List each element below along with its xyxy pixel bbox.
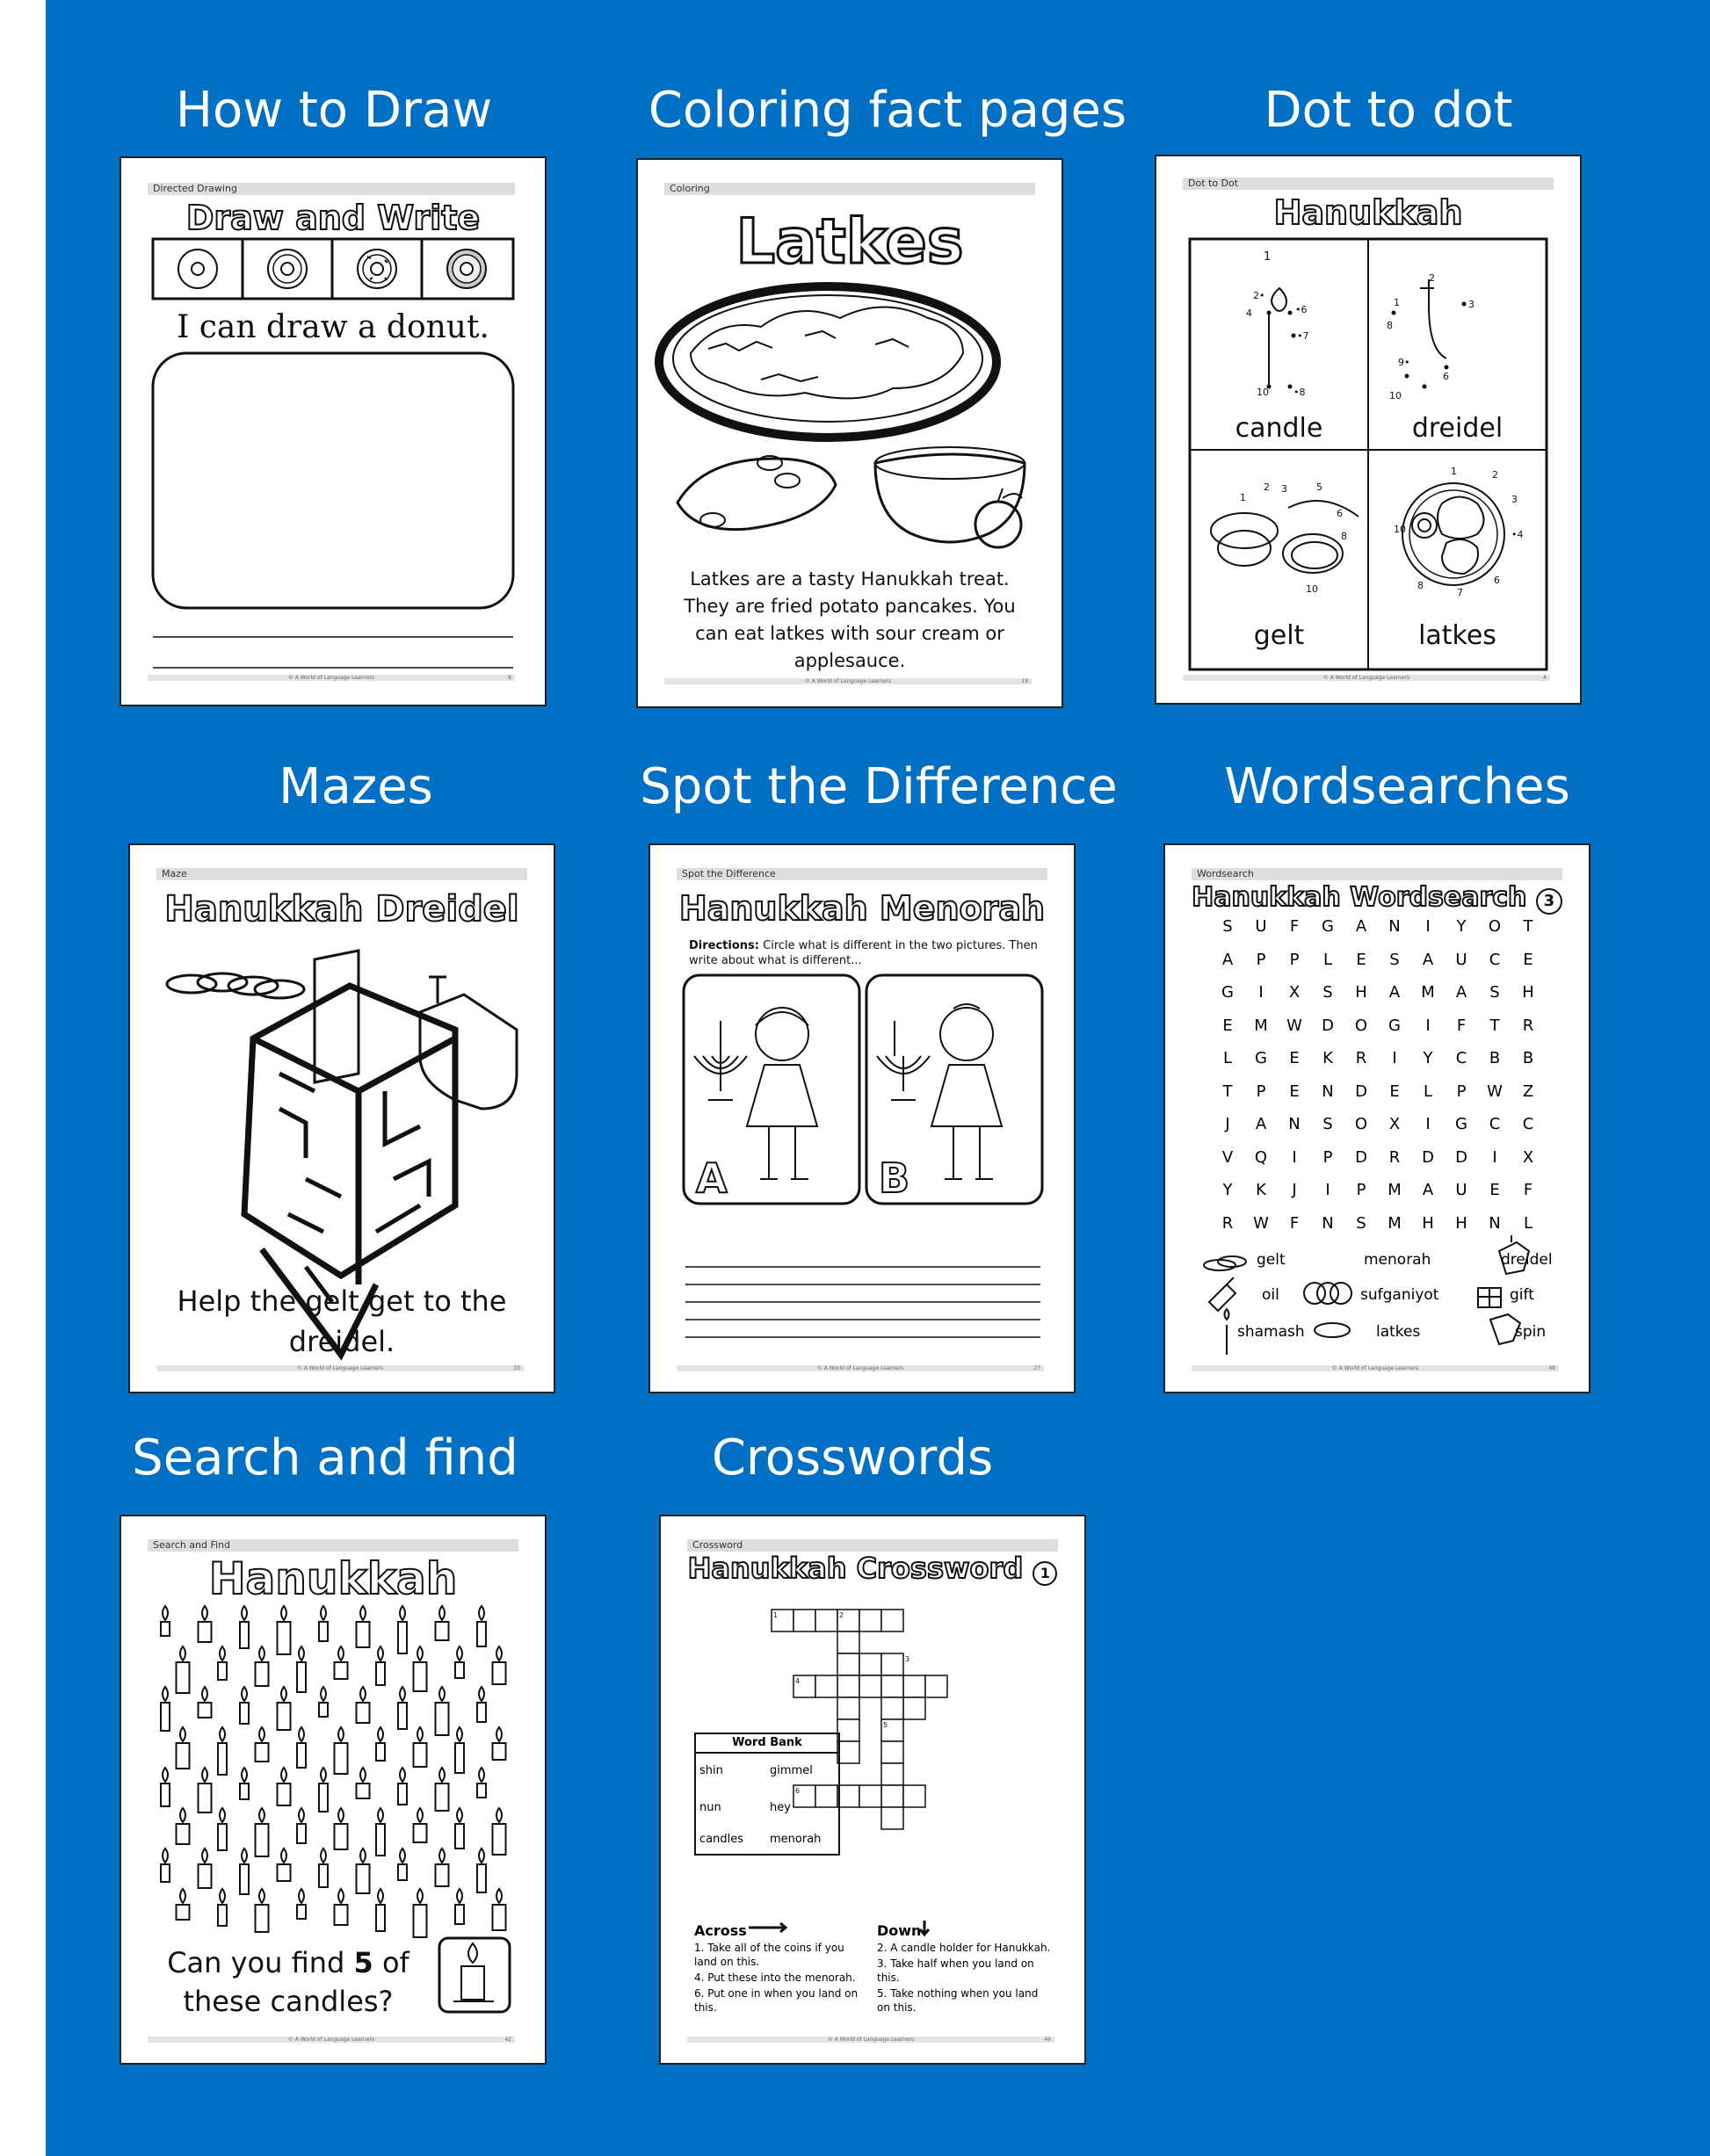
wordsearch-letter[interactable]: K xyxy=(1322,1049,1333,1067)
svg-text:•8: •8 xyxy=(1293,387,1306,398)
worksheet-title: Hanukkah Dreidel xyxy=(164,889,519,930)
wordsearch-letter[interactable]: B xyxy=(1489,1049,1501,1067)
worksheet-question: Can you find 5 of these candles? xyxy=(167,1946,409,2018)
wordsearch-letter[interactable]: A xyxy=(1422,1181,1434,1199)
wordsearch-letter[interactable]: Q xyxy=(1254,1147,1268,1167)
svg-text:5: 5 xyxy=(1316,481,1322,493)
candle-count: 5 xyxy=(353,1946,373,1979)
clue-number: 2 xyxy=(839,1611,844,1619)
clue-number: 1 xyxy=(773,1611,779,1619)
word-bank-item: latkes xyxy=(1376,1323,1421,1341)
word-bank-item: shin xyxy=(699,1764,723,1777)
wordsearch-letter[interactable]: J xyxy=(1225,1115,1230,1133)
clue-arrows xyxy=(661,1516,1084,2063)
wordsearch-letter[interactable]: F xyxy=(1523,1181,1533,1199)
worksheet-title: Hanukkah Menorah xyxy=(678,889,1046,928)
wordsearch-letter[interactable]: D xyxy=(1355,1082,1367,1101)
clue-number: 5 xyxy=(883,1721,888,1729)
wordsearch-letter[interactable]: S xyxy=(1222,917,1233,936)
wordsearch-letter[interactable]: N xyxy=(1388,917,1401,936)
wordsearch-letter[interactable]: I xyxy=(1292,1147,1297,1167)
label-crosswords: Crosswords xyxy=(711,1429,994,1487)
worksheet-header: Directed Drawing xyxy=(148,183,515,195)
wordsearch-letter[interactable]: I xyxy=(1392,1049,1397,1067)
wordsearch-letter[interactable]: N xyxy=(1288,1115,1301,1133)
spot-the-difference-panels xyxy=(650,845,1074,1392)
label-coloring-fact-pages: Coloring fact pages xyxy=(648,82,1127,139)
worksheet-instruction: Help the gelt get to the dreidel. xyxy=(177,1284,507,1358)
worksheet-fact-text: Latkes are a tasty Hanukkah treat. They are fried potato pancakes. You can eat latkes with sour cream or applesauce. xyxy=(684,568,1016,671)
clue: 4. Put these into the menorah. xyxy=(694,1972,856,1984)
dot-cell-label: dreidel xyxy=(1411,413,1503,444)
wordsearch-letter[interactable]: S xyxy=(1322,1115,1333,1133)
worksheet-maze[interactable] xyxy=(128,843,555,1393)
wordsearch-letter[interactable]: D xyxy=(1322,1016,1334,1035)
clue-number: 4 xyxy=(795,1677,801,1685)
wordsearch-letter[interactable]: Y xyxy=(1222,1181,1233,1199)
wordsearch-letter[interactable]: P xyxy=(1289,950,1300,969)
wordsearch-letter[interactable]: I xyxy=(1325,1181,1330,1199)
worksheet-header: Wordsearch xyxy=(1192,868,1562,880)
clue: 1. Take all of the coins if you land on this. xyxy=(694,1942,844,1968)
clue: 2. A candle holder for Hanukkah. xyxy=(877,1942,1051,1954)
wordsearch-letter[interactable]: T xyxy=(1523,917,1533,936)
worksheet-sentence: I can draw a donut. xyxy=(177,309,489,345)
wordsearch-letter[interactable]: D xyxy=(1455,1147,1467,1167)
worksheet-search-and-find[interactable] xyxy=(120,1515,547,2065)
wordsearch-letter[interactable]: P xyxy=(1456,1082,1467,1101)
wordsearch-letter[interactable]: I xyxy=(1258,983,1264,1002)
svg-text:3: 3 xyxy=(1281,483,1287,495)
svg-text:2•: 2• xyxy=(1253,290,1265,301)
wordsearch-letter[interactable]: J xyxy=(1292,1181,1297,1199)
clue-number: 6 xyxy=(795,1787,801,1795)
word-bank-item: gimmel xyxy=(770,1764,813,1777)
word-bank-item: gift xyxy=(1510,1286,1534,1304)
wordsearch-letter[interactable]: E xyxy=(1389,1082,1400,1101)
wordsearch-letter[interactable]: F xyxy=(1456,1016,1467,1035)
wordsearch-letter[interactable]: F xyxy=(1289,1213,1300,1233)
wordsearch-letter[interactable]: R xyxy=(1355,1049,1367,1067)
svg-text:7: 7 xyxy=(1457,587,1463,598)
svg-text:2: 2 xyxy=(1492,469,1498,481)
wordsearch-letter[interactable]: S xyxy=(1489,983,1500,1002)
wordsearch-letter[interactable]: F xyxy=(1289,917,1300,936)
wordsearch-letter[interactable]: A xyxy=(1255,1115,1267,1133)
wordsearch-letter[interactable]: C xyxy=(1489,950,1501,969)
wordsearch-letter[interactable]: I xyxy=(1492,1147,1497,1167)
worksheet-title: Latkes xyxy=(735,206,964,278)
label-mazes: Mazes xyxy=(279,758,433,815)
worksheet-spot-the-difference[interactable] xyxy=(648,843,1076,1393)
svg-text:1: 1 xyxy=(1264,250,1272,264)
svg-text:1: 1 xyxy=(1240,492,1246,503)
wordsearch-letter[interactable]: D xyxy=(1422,1147,1434,1167)
wordsearch-letter[interactable]: U xyxy=(1455,950,1467,969)
worksheet-footer: © A World of Language Learners 48 xyxy=(1192,1365,1559,1371)
wordsearch-letter[interactable]: N xyxy=(1322,1082,1334,1101)
label-how-to-draw: How to Draw xyxy=(175,82,493,139)
worksheet-footer: © A World of Language Learners 42 xyxy=(148,2037,515,2043)
worksheet-footer: © A World of Language Learners 8 xyxy=(148,675,515,681)
word-bank-item: nun xyxy=(699,1801,721,1814)
worksheet-title: Hanukkah xyxy=(208,1553,458,1604)
word-bank-item: dreidel xyxy=(1501,1251,1553,1269)
worksheet-title: Draw and Write xyxy=(185,199,481,237)
wordsearch-letter[interactable]: R xyxy=(1388,1147,1401,1167)
worksheet-title: Hanukkah Crossword 1 xyxy=(661,1552,1084,1586)
svg-text:10: 10 xyxy=(1394,524,1406,535)
wordsearch-letter[interactable]: P xyxy=(1256,950,1266,969)
svg-text:10: 10 xyxy=(1389,390,1402,402)
wordsearch-letter[interactable]: I xyxy=(1425,1115,1431,1133)
panel-label-a: A xyxy=(696,1154,728,1202)
wordsearch-letter[interactable]: G xyxy=(1221,983,1234,1002)
wordsearch-letter[interactable]: T xyxy=(1222,1082,1233,1101)
wordsearch-letter[interactable]: L xyxy=(1222,1049,1233,1067)
clue: 5. Take nothing when you land on this. xyxy=(877,1987,1039,2014)
wordsearch-letter[interactable]: C xyxy=(1489,1115,1501,1133)
worksheet-footer: © A World of Language Learners 46 xyxy=(687,2037,1054,2043)
wordsearch-letter[interactable]: Z xyxy=(1522,1082,1534,1101)
target-candle-box xyxy=(121,1516,545,2063)
svg-text:10: 10 xyxy=(1306,583,1318,595)
svg-text:1: 1 xyxy=(1451,466,1457,477)
wordsearch-letter[interactable]: P xyxy=(1356,1181,1366,1199)
wordsearch-letter[interactable]: P xyxy=(1322,1147,1333,1167)
word-bank-item: sufganiyot xyxy=(1360,1286,1439,1304)
wordsearch-letter[interactable]: C xyxy=(1522,1115,1534,1133)
wordsearch-letter[interactable]: B xyxy=(1522,1049,1534,1067)
wordsearch-letter[interactable]: M xyxy=(1421,983,1435,1002)
wordsearch-letter[interactable]: L xyxy=(1423,1082,1433,1101)
svg-text:2: 2 xyxy=(1429,272,1435,284)
wordsearch-letter[interactable]: H xyxy=(1522,983,1534,1002)
wordsearch-letter[interactable]: M xyxy=(1254,1016,1268,1035)
label-wordsearches: Wordsearches xyxy=(1224,758,1570,815)
worksheet-how-to-draw[interactable] xyxy=(120,156,547,706)
worksheet-footer: © A World of Language Learners 4 xyxy=(1183,675,1550,681)
wordsearch-letter[interactable]: V xyxy=(1221,1147,1234,1167)
wordsearch-letter[interactable]: M xyxy=(1388,1181,1402,1199)
svg-text:8: 8 xyxy=(1387,320,1393,331)
label-spot-the-difference: Spot the Difference xyxy=(640,758,1118,815)
wordsearch-letter[interactable]: R xyxy=(1522,1016,1534,1035)
worksheet-dot-to-dot[interactable] xyxy=(1155,155,1582,705)
clue: 6. Put one in when you land on this. xyxy=(694,1987,859,2014)
wordsearch-letter[interactable]: K xyxy=(1256,1181,1266,1199)
wordsearch-letter[interactable]: R xyxy=(1221,1213,1234,1233)
wordsearch-letter[interactable]: I xyxy=(1425,1016,1431,1035)
wordsearch-letter[interactable]: G xyxy=(1322,917,1334,936)
worksheet-footer: © A World of Language Learners 27 xyxy=(677,1365,1044,1371)
wordsearch-letter[interactable]: A xyxy=(1455,983,1467,1002)
wordsearch-letter[interactable]: O xyxy=(1354,1115,1368,1133)
worksheet-wordsearch[interactable] xyxy=(1163,843,1590,1393)
crossword-number: 1 xyxy=(1033,1561,1057,1586)
word-bank-item: menorah xyxy=(1364,1251,1431,1269)
wordsearch-letter[interactable]: S xyxy=(1356,1213,1366,1233)
worksheet-header: Search and Find xyxy=(148,1539,518,1552)
wordsearch-letter[interactable]: N xyxy=(1489,1213,1501,1233)
wordsearch-letter[interactable]: X xyxy=(1388,1115,1401,1133)
wordsearch-letter[interactable]: O xyxy=(1488,917,1502,936)
panel-label-b: B xyxy=(879,1154,910,1202)
word-bank-item: spin xyxy=(1515,1323,1547,1341)
worksheet-header: Crossword xyxy=(687,1539,1058,1552)
worksheet-header: Dot to Dot xyxy=(1183,177,1554,190)
wordsearch-letter[interactable]: H xyxy=(1355,983,1367,1002)
svg-text:3: 3 xyxy=(1468,299,1475,310)
wordsearch-letter[interactable]: H xyxy=(1455,1213,1467,1233)
label-search-and-find: Search and find xyxy=(132,1429,518,1487)
wordsearch-number: 3 xyxy=(1536,888,1562,915)
dot-cell-label: latkes xyxy=(1418,620,1496,651)
wordsearch-letter[interactable]: A xyxy=(1422,950,1434,969)
worksheet-footer: © A World of Language Learners 33 xyxy=(156,1365,524,1371)
svg-text:8: 8 xyxy=(1417,580,1424,591)
wordsearch-letter[interactable]: E xyxy=(1489,1181,1500,1199)
wordsearch-letter[interactable]: C xyxy=(1455,1049,1467,1067)
wordsearch-letter[interactable]: A xyxy=(1221,950,1234,969)
dot-cell-label: gelt xyxy=(1253,620,1305,651)
wordsearch-letter[interactable]: S xyxy=(1389,950,1400,969)
svg-text:2: 2 xyxy=(1264,481,1270,493)
word-bank-title: Word Bank xyxy=(696,1734,838,1754)
worksheet-crossword[interactable] xyxy=(659,1515,1086,2065)
svg-text:•4: •4 xyxy=(1511,529,1524,540)
wordsearch-letter[interactable]: G xyxy=(1455,1115,1467,1133)
clue: 3. Take half when you land on this. xyxy=(877,1957,1034,1984)
svg-text:6: 6 xyxy=(1494,575,1500,586)
wordsearch-letter[interactable]: G xyxy=(1255,1049,1267,1067)
wordsearch-letter[interactable]: X xyxy=(1522,1147,1534,1167)
svg-text:10: 10 xyxy=(1257,387,1269,398)
wordsearch-letter[interactable]: E xyxy=(1289,1049,1300,1067)
wordsearch-letter[interactable]: L xyxy=(1322,950,1333,969)
worksheet-title: Hanukkah xyxy=(1273,193,1463,232)
wordsearch-letter[interactable]: A xyxy=(1388,983,1401,1002)
wordsearch-letter[interactable]: T xyxy=(1489,1016,1500,1035)
wordsearch-letter[interactable]: Y xyxy=(1423,1049,1433,1067)
word-bank-item: menorah xyxy=(770,1833,822,1846)
label-dot-to-dot: Dot to dot xyxy=(1264,82,1513,139)
worksheet-title: Hanukkah Wordsearch 3 xyxy=(1165,882,1589,915)
wordsearch-letter[interactable]: O xyxy=(1354,1016,1368,1035)
wordsearch-letter[interactable]: Y xyxy=(1456,917,1467,936)
wordsearch-letter[interactable]: E xyxy=(1523,950,1533,969)
word-bank-item: candles xyxy=(699,1833,743,1846)
svg-text:•7: •7 xyxy=(1297,330,1309,342)
wordsearch-letter[interactable]: L xyxy=(1523,1213,1533,1233)
svg-text:4: 4 xyxy=(1246,307,1252,319)
wordsearch-letter[interactable]: H xyxy=(1422,1213,1434,1233)
wordsearch-letter[interactable]: I xyxy=(1425,917,1431,936)
wordsearch-word-icons xyxy=(1165,845,1589,1392)
word-bank-item: oil xyxy=(1262,1286,1279,1304)
word-bank-item: gelt xyxy=(1257,1251,1286,1269)
svg-text:6: 6 xyxy=(1337,508,1343,519)
wordsearch-letter[interactable]: N xyxy=(1322,1213,1334,1233)
wordsearch-letter[interactable]: A xyxy=(1355,917,1367,936)
wordsearch-letter[interactable]: W xyxy=(1487,1082,1503,1101)
worksheet-header: Spot the Difference xyxy=(677,868,1047,880)
wordsearch-letter[interactable]: W xyxy=(1286,1016,1302,1035)
svg-text:6: 6 xyxy=(1443,371,1449,382)
svg-text:3: 3 xyxy=(1511,494,1518,505)
wordsearch-letter[interactable]: E xyxy=(1356,950,1366,969)
wordsearch-letter[interactable]: W xyxy=(1253,1213,1269,1233)
worksheet-header: Coloring xyxy=(664,183,1035,195)
svg-text:8: 8 xyxy=(1341,531,1347,542)
wordsearch-letter[interactable]: E xyxy=(1289,1082,1300,1101)
clue-number: 3 xyxy=(905,1655,910,1663)
word-bank-item: hey xyxy=(770,1801,791,1814)
wordsearch-letter[interactable]: D xyxy=(1355,1147,1367,1167)
down-title: Down xyxy=(877,1922,922,1939)
wordsearch-letter[interactable]: S xyxy=(1322,983,1333,1002)
worksheet-header: Maze xyxy=(156,868,527,880)
wordsearch-letter[interactable]: E xyxy=(1222,1016,1233,1035)
wordsearch-letter[interactable]: P xyxy=(1256,1082,1266,1101)
wordsearch-letter[interactable]: U xyxy=(1455,1181,1467,1199)
wordsearch-letter[interactable]: M xyxy=(1388,1213,1402,1233)
wordsearch-letter[interactable]: G xyxy=(1388,1016,1401,1035)
wordsearch-letter[interactable]: U xyxy=(1255,917,1267,936)
worksheet-footer: © A World of Language Learners 19 xyxy=(664,678,1032,684)
dot-cell-label: candle xyxy=(1235,413,1323,444)
worksheet-coloring-latkes[interactable] xyxy=(636,158,1063,708)
svg-text:•6: •6 xyxy=(1295,304,1308,315)
across-title: Across xyxy=(694,1922,747,1939)
svg-text:1: 1 xyxy=(1394,297,1400,308)
worksheet-directions: Directions: Circle what is different in the two pictures. Then write about what is different... xyxy=(689,939,1038,967)
donut-steps-strip xyxy=(121,158,545,705)
word-bank-item: shamash xyxy=(1237,1323,1305,1341)
wordsearch-letter[interactable]: X xyxy=(1288,983,1301,1002)
svg-text:9•: 9• xyxy=(1398,357,1410,368)
